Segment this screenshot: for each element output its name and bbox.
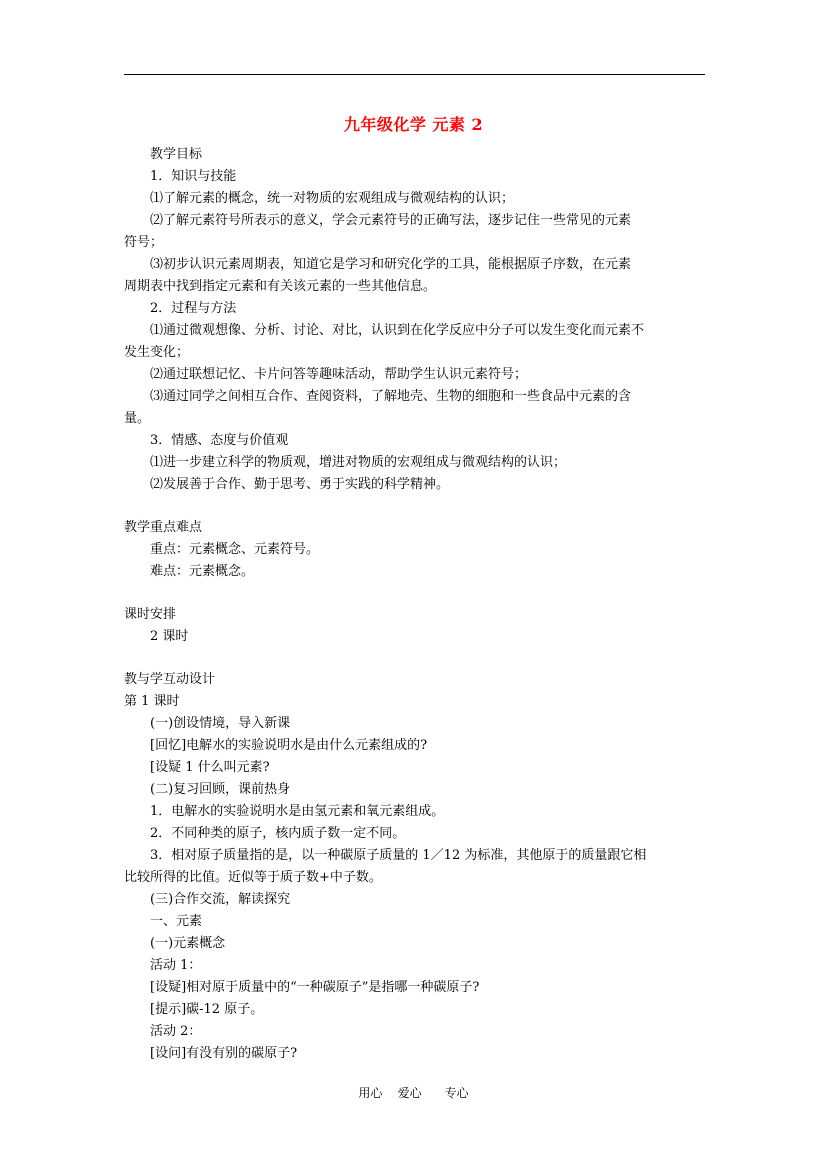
paragraph-line: [回忆]电解水的实验说明水是由什么元素组成的? bbox=[150, 738, 428, 753]
paragraph-line: ⑵了解元素符号所表示的意义，学会元素符号的正确写法，逐步记住一些常见的元素 bbox=[150, 213, 632, 228]
paragraph-line: 量。 bbox=[124, 411, 151, 426]
paragraph-line: 一、元素 bbox=[150, 914, 203, 929]
paragraph-line: ⑵发展善于合作、勤于思考、勇于实践的科学精神。 bbox=[150, 477, 450, 492]
paragraph-line: 符号； bbox=[124, 235, 164, 250]
paragraph-line: [设问]有没有别的碳原子? bbox=[150, 1046, 298, 1061]
section-heading: 课时安排 bbox=[124, 607, 177, 622]
paragraph-line: [提示]碳-12 原子。 bbox=[150, 1002, 264, 1017]
paragraph-line: (一)创设情境，导入新课 bbox=[150, 716, 291, 731]
paragraph-line: ⑶初步认识元素周期表，知道它是学习和研究化学的工具，能根据原子序数，在元素 bbox=[150, 257, 632, 272]
document-body bbox=[124, 144, 705, 1065]
paragraph-line: (一)元素概念 bbox=[150, 936, 226, 951]
paragraph-line: 活动 1： bbox=[150, 958, 202, 973]
paragraph-line: 3．相对原子质量指的是，以一种碳原子质量的 1／12 为标准，其他原于的质量跟它相 bbox=[150, 848, 647, 863]
paragraph-line: 2 课时 bbox=[150, 629, 189, 644]
paragraph-line: ⑴了解元素的概念，统一对物质的宏观组成与微观结构的认识； bbox=[150, 191, 515, 206]
paragraph-line: 2．不同种类的原子，核内质子数一定不同。 bbox=[150, 826, 406, 841]
paragraph-line: (三)合作交流，解读探究 bbox=[150, 892, 291, 907]
paragraph-line: 活动 2： bbox=[150, 1024, 202, 1039]
paragraph-line: 发生变化； bbox=[124, 345, 190, 360]
page-footer: 用心 爱心 专心 bbox=[358, 1086, 469, 1100]
paragraph-line: ⑶通过同学之间相互合作、查阅资料，了解地壳、生物的细胞和一些食品中元素的含 bbox=[150, 389, 632, 404]
paragraph-line: 难点：元素概念。 bbox=[150, 564, 255, 579]
section-heading: 教与学互动设计 bbox=[124, 672, 216, 687]
paragraph-line: ⑵通过联想记忆、卡片问答等趣味活动，帮助学生认识元素符号； bbox=[150, 367, 528, 382]
paragraph-line: ⑴通过微观想像、分析、讨论、对比，认识到在化学反应中分子可以发生变化而元素不 bbox=[150, 323, 645, 338]
subsection-heading: 第 1 课时 bbox=[124, 694, 180, 709]
section-heading: 教学目标 bbox=[150, 147, 203, 162]
paragraph-line: 周期表中找到指定元素和有关该元素的一些其他信息。 bbox=[124, 279, 437, 294]
document-title: 九年级化学 元素 2 bbox=[343, 115, 484, 134]
subsection-heading: 2．过程与方法 bbox=[150, 301, 237, 316]
paragraph-line: 重点：元素概念、元素符号。 bbox=[150, 542, 320, 557]
section-heading: 教学重点难点 bbox=[124, 520, 203, 535]
paragraph-line: ⑴进一步建立科学的物质观，增进对物质的宏观组成与微观结构的认识； bbox=[150, 455, 567, 470]
paragraph-line: (二)复习回顾，课前热身 bbox=[150, 782, 291, 797]
subsection-heading: 3．情感、态度与价值观 bbox=[150, 433, 289, 448]
paragraph-line: 1．电解水的实验说明水是由氢元素和氧元素组成。 bbox=[150, 804, 445, 819]
subsection-heading: 1．知识与技能 bbox=[150, 169, 237, 184]
header-rule bbox=[124, 74, 705, 75]
paragraph-line: [设疑]相对原于质量中的“一种碳原子”是指哪一种碳原子? bbox=[150, 980, 480, 995]
paragraph-line: [设疑 1 什么叫元素? bbox=[150, 760, 270, 775]
paragraph-line: 比较所得的比值。近似等于质子数+中子数。 bbox=[124, 870, 382, 885]
